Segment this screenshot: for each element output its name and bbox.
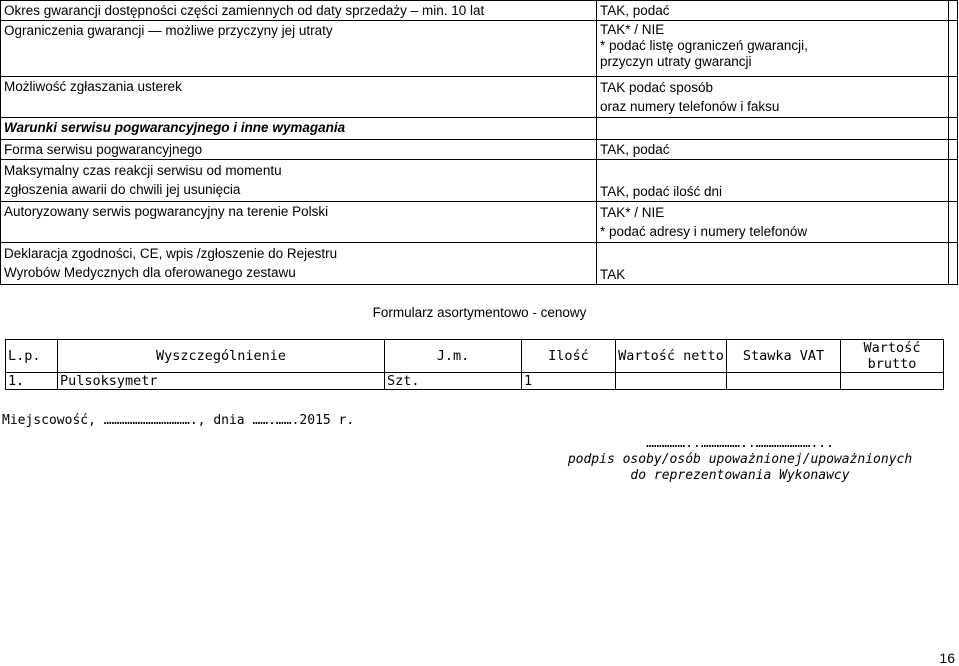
spec-edge-cell <box>949 202 958 243</box>
spec-label: Maksymalny czas reakcji serwisu od momentu zgłoszenia awarii do chwili jej usunięcia <box>1 160 597 202</box>
table-row <box>1 118 958 140</box>
cell-item: Pulsoksymetr <box>58 373 385 390</box>
spec-label: Autoryzowany serwis pogwarancyjny na terenie Polski <box>1 202 597 243</box>
column-header-gross-value: Wartość brutto <box>841 340 944 373</box>
column-header-quantity: Ilość <box>522 340 616 373</box>
spec-edge-cell <box>949 118 958 140</box>
spec-value: TAK <box>597 243 949 285</box>
section-heading: Warunki serwisu pogwarancyjnego i inne wymagania <box>1 118 597 140</box>
spec-value: TAK podać sposób oraz numery telefonów i faksu <box>597 77 949 118</box>
spec-edge-cell <box>949 77 958 118</box>
cell-lp: 1. <box>6 373 58 390</box>
spec-value: TAK* / NIE * podać listę ograniczeń gwarancji, przyczyn utraty gwarancji <box>597 21 949 77</box>
column-header-vat-rate: Stawka VAT <box>727 340 841 373</box>
spec-edge-cell <box>949 243 958 285</box>
price-table <box>5 339 944 390</box>
signature-caption-line1: podpis osoby/osób upoważnionej/upoważnionych <box>567 452 913 467</box>
cell-net-value <box>616 373 727 390</box>
signature-block <box>540 436 940 484</box>
table-row <box>1 243 958 285</box>
spec-value <box>597 118 949 140</box>
cell-quantity: 1 <box>522 373 616 390</box>
spec-edge-cell <box>949 140 958 160</box>
cell-vat-rate <box>727 373 841 390</box>
column-header-unit: J.m. <box>385 340 522 373</box>
spec-label: Deklaracja zgodności, CE, wpis /zgłoszenie do Rejestru Wyrobów Medycznych dla oferowanego zestawu <box>1 243 597 285</box>
spec-label: Ograniczenia gwarancji — możliwe przyczyny jej utraty <box>1 21 597 77</box>
spec-label: Forma serwisu pogwarancyjnego <box>1 140 597 160</box>
table-row <box>1 202 958 243</box>
page-number: 16 <box>939 650 955 666</box>
column-header-item: Wyszczególnienie <box>58 340 385 373</box>
form-title <box>0 305 959 320</box>
cell-gross-value <box>841 373 944 390</box>
place-date-line: Miejscowość, ……………………………., dnia …….…….2015 r. <box>2 413 355 428</box>
spec-edge-cell <box>949 21 958 77</box>
specification-table <box>0 0 958 285</box>
spec-label: Możliwość zgłaszania usterek <box>1 77 597 118</box>
spec-value: TAK, podać <box>597 140 949 160</box>
table-row <box>1 160 958 202</box>
spec-value: TAK, podać <box>597 1 949 21</box>
table-header-row <box>6 340 944 373</box>
spec-edge-cell <box>949 1 958 21</box>
table-row <box>1 140 958 160</box>
spec-value: TAK* / NIE * podać adresy i numery telefonów <box>597 202 949 243</box>
cell-unit: Szt. <box>385 373 522 390</box>
spec-label: Okres gwarancji dostępności części zamiennych od daty sprzedaży – min. 10 lat <box>1 1 597 21</box>
table-row <box>1 77 958 118</box>
signature-dots: ……………..……………..…………………... <box>646 436 834 451</box>
signature-caption-line2: do reprezentowania Wykonawcy <box>630 468 850 483</box>
column-header-net-value: Wartość netto <box>616 340 727 373</box>
spec-value: TAK, podać ilość dni <box>597 160 949 202</box>
column-header-lp: L.p. <box>6 340 58 373</box>
table-row <box>1 21 958 77</box>
form-title-text: Formularz asortymentowo - cenowy <box>372 305 587 320</box>
table-row <box>6 373 944 390</box>
spec-edge-cell <box>949 160 958 202</box>
table-row <box>1 1 958 21</box>
